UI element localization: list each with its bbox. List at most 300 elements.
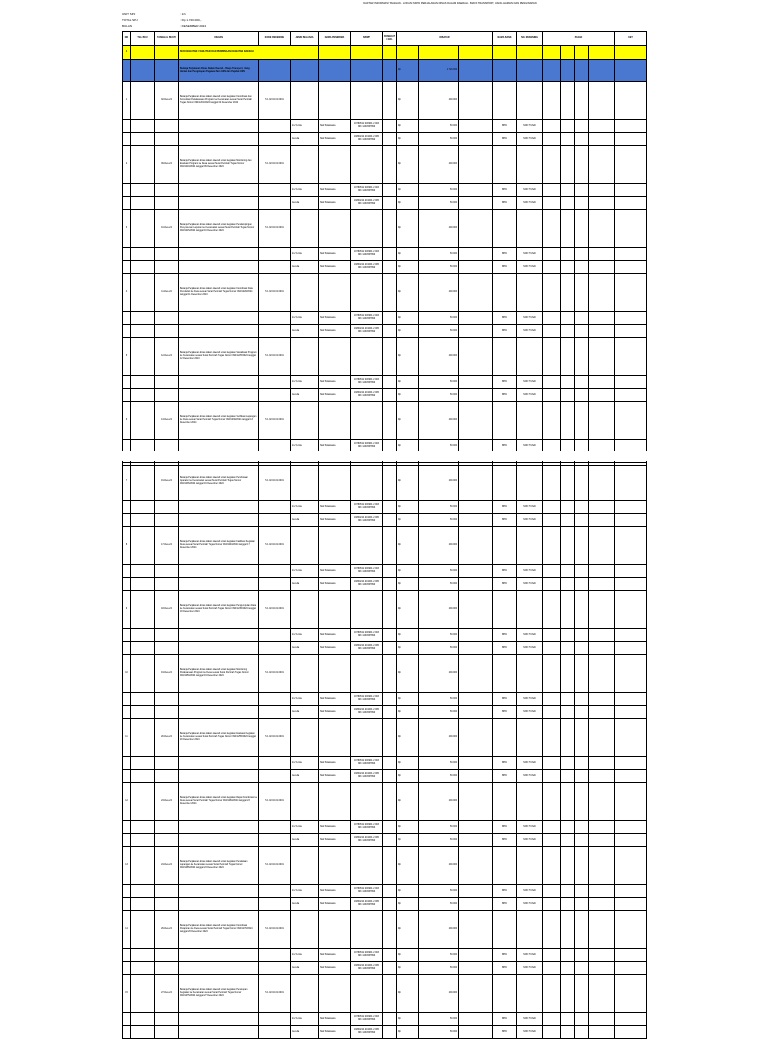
recipient-nip: 19830214 201001 2 005 NIK 1234567890 (351, 133, 383, 146)
recipient-position: Staf Pelaksana (319, 898, 351, 911)
recipient-bank: BPD (493, 325, 517, 338)
row-number: 3 (123, 210, 131, 248)
spj-main-row (123, 274, 647, 312)
recipient-name: Aurelia (291, 389, 319, 402)
recipient-bank: BPD (493, 706, 517, 719)
recipient-amount: 50.000 (419, 133, 459, 146)
recipient-bank: BPD (493, 962, 517, 975)
recipient-rp: Rp (397, 312, 419, 325)
row-amount: 200.000 (419, 527, 459, 565)
recipient-position: Staf Pelaksana (319, 706, 351, 719)
recipient-amount: 50.000 (419, 1013, 459, 1026)
row-account-code: 5.1.02.04.01.0001 (259, 402, 291, 440)
row-description: Belanja Perjalanan dinas dalam daerah untuk kegiatan Fasilitasi Kegiatan Desa sesuai Surat Perintah Tugas Nomor 094/1240/2024 tanggal 17 Desember 2024 (179, 527, 259, 565)
recipient-rp: Rp (397, 770, 419, 783)
recipient-bank: BPD (493, 949, 517, 962)
recipient-rp: Rp (397, 440, 419, 453)
spj-recipient-row (123, 885, 647, 898)
recipient-position: Staf Pelaksana (319, 821, 351, 834)
spj-main-row (123, 402, 647, 440)
recipient-name: Aurelia (291, 1026, 319, 1039)
row-description: Belanja Perjalanan dinas dalam daerah untuk kegiatan Koordinasi dan Konsultasi Pelaksanaan Program ke Kecamatan sesuai Surat Perintah Tugas Nomor 094/1201/2024 tanggal 02 Desember 2024 (179, 82, 259, 120)
recipient-amount: 50.000 (419, 693, 459, 706)
recipient-name: Ira Yunita (291, 440, 319, 453)
total-amount: 1.720.000 (419, 60, 459, 82)
row-amount: 200.000 (419, 338, 459, 376)
recipient-amount: 50.000 (419, 642, 459, 655)
header-jenis-belanja: JENIS BELANJA (291, 32, 319, 46)
row-rp: Rp (397, 338, 419, 376)
recipient-nip: 19780512 200901 2 003 NIK 1234567890 (351, 757, 383, 770)
recipient-nip: 19780512 200901 2 003 NIK 1234567890 (351, 440, 383, 453)
spj-recipient-row (123, 693, 647, 706)
recipient-rp: Rp (397, 898, 419, 911)
spj-recipient-row (123, 962, 647, 975)
spj-recipient-row (123, 197, 647, 210)
recipient-account: NON TUNAI (517, 821, 543, 834)
recipient-account: NON TUNAI (517, 120, 543, 133)
row-account-code: 5.1.02.04.01.0001 (259, 82, 291, 120)
header-kode-rek: KODE REKENING (259, 32, 291, 46)
recipient-rp: Rp (397, 642, 419, 655)
row-description: Belanja Perjalanan dinas dalam daerah untuk kegiatan Pendampingan Penyusunan Laporan ke Kecamatan sesuai Surat Perintah Tugas Nomor 094/1215/2024 tanggal 10 Desember 2024 (179, 210, 259, 248)
row-description: Belanja Perjalanan dinas dalam daerah untuk kegiatan Koordinasi Data Penduduk ke Desa sesuai Surat Perintah Tugas Nomor 094/1220/2024 tanggal 11 Desember 2024 (179, 274, 259, 312)
recipient-amount: 50.000 (419, 312, 459, 325)
recipient-name: Ira Yunita (291, 312, 319, 325)
recipient-position: Staf Pelaksana (319, 389, 351, 402)
recipient-account: NON TUNAI (517, 376, 543, 389)
recipient-position: Staf Pelaksana (319, 885, 351, 898)
row-description: Belanja Perjalanan dinas dalam daerah untuk kegiatan Verifikasi Lapangan ke Desa sesuai Surat Perintah Tugas Nomor 094/1230/2024 tanggal 13 Desember 2024 (179, 402, 259, 440)
recipient-account: NON TUNAI (517, 693, 543, 706)
recipient-name: Aurelia (291, 514, 319, 527)
recipient-name: Ira Yunita (291, 757, 319, 770)
meta-label: BULAN (122, 24, 133, 28)
row-date: 18-Des-24 (155, 591, 179, 629)
row-amount: 200.000 (419, 274, 459, 312)
row-account-code: 5.1.02.04.01.0001 (259, 463, 291, 501)
recipient-nip: 19780512 200901 2 003 NIK 1234567890 (351, 120, 383, 133)
recipient-name: Aurelia (291, 261, 319, 274)
row-account-code: 5.1.02.04.01.0001 (259, 210, 291, 248)
row-date: 10-Des-24 (155, 210, 179, 248)
recipient-rp: Rp (397, 197, 419, 210)
recipient-bank: BPD (493, 834, 517, 847)
recipient-name: Aurelia (291, 325, 319, 338)
spj-recipient-row (123, 133, 647, 146)
row-rp: Rp (397, 146, 419, 184)
spj-main-row (123, 719, 647, 757)
row-amount: 200.000 (419, 210, 459, 248)
recipient-amount: 50.000 (419, 261, 459, 274)
spj-recipient-row (123, 1026, 647, 1039)
recipient-position: Staf Pelaksana (319, 1013, 351, 1026)
header-npwp: NPWP (351, 32, 383, 46)
spj-main-row (123, 783, 647, 821)
recipient-account: NON TUNAI (517, 184, 543, 197)
row-account-code: 5.1.02.04.01.0001 (259, 591, 291, 629)
recipient-amount: 50.000 (419, 885, 459, 898)
row-account-code: 5.1.02.04.01.0001 (259, 274, 291, 312)
recipient-amount: 50.000 (419, 578, 459, 591)
recipient-amount: 50.000 (419, 757, 459, 770)
recipient-name: Ira Yunita (291, 120, 319, 133)
recipient-nip: 19830214 201001 2 005 NIK 1234567890 (351, 898, 383, 911)
spj-recipient-row (123, 642, 647, 655)
recipient-bank: BPD (493, 133, 517, 146)
recipient-bank: BPD (493, 757, 517, 770)
recipient-name: Ira Yunita (291, 376, 319, 389)
recipient-nip: 19830214 201001 2 005 NIK 1234567890 (351, 834, 383, 847)
recipient-position: Staf Pelaksana (319, 312, 351, 325)
header-nama: NAMA PENERIMA (319, 32, 351, 46)
recipient-account: NON TUNAI (517, 565, 543, 578)
spj-main-row (123, 82, 647, 120)
header-uraian: URAIAN (179, 32, 259, 46)
recipient-amount: 50.000 (419, 440, 459, 453)
recipient-name: Ira Yunita (291, 565, 319, 578)
meta-row (122, 12, 186, 16)
recipient-bank: BPD (493, 578, 517, 591)
row-number: 11 (123, 719, 131, 757)
recipient-nip: 19780512 200901 2 003 NIK 1234567890 (351, 501, 383, 514)
recipient-account: NON TUNAI (517, 962, 543, 975)
recipient-name: Aurelia (291, 133, 319, 146)
recipient-nip: 19780512 200901 2 003 NIK 1234567890 (351, 376, 383, 389)
recipient-rp: Rp (397, 962, 419, 975)
spj-recipient-row (123, 514, 647, 527)
row-number: 7 (123, 463, 131, 501)
spj-main-row (123, 911, 647, 949)
recipient-account: NON TUNAI (517, 440, 543, 453)
total-row (123, 60, 647, 82)
spj-main-row (123, 146, 647, 184)
row-date: 27-Des-24 (155, 975, 179, 1013)
recipient-bank: BPD (493, 120, 517, 133)
row-description: Belanja Perjalanan dinas dalam daerah untuk kegiatan Sosialisasi Program ke Kecamatan sesuai Surat Perintah Tugas Nomor 094/1225/2024 tanggal 12 Desember 2024 (179, 338, 259, 376)
recipient-amount: 50.000 (419, 898, 459, 911)
total-desc: Belanja Perjalanan Dinas Dalam Daerah - Biaya Transport, Uang Harian dan Penginapan Pegawai Non ASN dan Pejabat ASN (179, 60, 259, 82)
spj-main-row (123, 463, 647, 501)
row-amount: 200.000 (419, 402, 459, 440)
recipient-account: NON TUNAI (517, 501, 543, 514)
spj-recipient-row (123, 757, 647, 770)
header-no: NO (123, 32, 131, 46)
recipient-name: Aurelia (291, 770, 319, 783)
recipient-name: Ira Yunita (291, 629, 319, 642)
row-description: Belanja Perjalanan dinas dalam daerah untuk kegiatan Koordinasi Pelaporan ke Desa sesuai Surat Perintah Tugas Nomor 094/1270/2024 tanggal 26 Desember 2024 (179, 911, 259, 949)
recipient-account: NON TUNAI (517, 706, 543, 719)
meta-row (122, 24, 206, 28)
spj-main-row (123, 527, 647, 565)
row-rp: Rp (397, 463, 419, 501)
recipient-name: Ira Yunita (291, 1013, 319, 1026)
spj-main-row (123, 210, 647, 248)
recipient-amount: 50.000 (419, 949, 459, 962)
recipient-bank: BPD (493, 501, 517, 514)
recipient-bank: BPD (493, 248, 517, 261)
recipient-rp: Rp (397, 1026, 419, 1039)
recipient-bank: BPD (493, 197, 517, 210)
recipient-amount: 50.000 (419, 325, 459, 338)
row-date: 19-Des-24 (155, 655, 179, 693)
recipient-nip: 19780512 200901 2 003 NIK 1234567890 (351, 885, 383, 898)
recipient-bank: BPD (493, 565, 517, 578)
row-rp: Rp (397, 975, 419, 1013)
recipient-name: Ira Yunita (291, 248, 319, 261)
recipient-rp: Rp (397, 821, 419, 834)
recipient-rp: Rp (397, 501, 419, 514)
recipient-amount: 50.000 (419, 1026, 459, 1039)
recipient-nip: 19780512 200901 2 003 NIK 1234567890 (351, 693, 383, 706)
recipient-name: Ira Yunita (291, 184, 319, 197)
header-tgl-bukti: TANGGAL BUKTI (155, 32, 179, 46)
recipient-nip: 19780512 200901 2 003 NIK 1234567890 (351, 949, 383, 962)
spj-recipient-row (123, 770, 647, 783)
spj-recipient-row (123, 261, 647, 274)
row-amount: 200.000 (419, 146, 459, 184)
recipient-nip: 19830214 201001 2 005 NIK 1234567890 (351, 1026, 383, 1039)
row-date: 23-Des-24 (155, 783, 179, 821)
recipient-amount: 50.000 (419, 821, 459, 834)
header-no-rek: NO. REKENING (517, 32, 543, 46)
meta-value: : Rp 1.720.000,- (180, 18, 202, 22)
recipient-bank: BPD (493, 821, 517, 834)
recipient-amount: 50.000 (419, 389, 459, 402)
row-rp: Rp (397, 847, 419, 885)
recipient-rp: Rp (397, 949, 419, 962)
row-description: Belanja Perjalanan dinas dalam daerah untuk kegiatan Evaluasi Kegiatan ke Kecamatan sesuai Surat Perintah Tugas Nomor 094/1255/2024 tanggal 20 Desember 2024 (179, 719, 259, 757)
row-amount: 200.000 (419, 975, 459, 1013)
recipient-nip: 19830214 201001 2 005 NIK 1234567890 (351, 389, 383, 402)
recipient-nip: 19830214 201001 2 005 NIK 1234567890 (351, 325, 383, 338)
row-number: 15 (123, 975, 131, 1013)
recipient-bank: BPD (493, 629, 517, 642)
recipient-nip: 19780512 200901 2 003 NIK 1234567890 (351, 312, 383, 325)
row-number: 4 (123, 274, 131, 312)
spj-recipient-row (123, 578, 647, 591)
row-amount: 200.000 (419, 463, 459, 501)
row-amount: 200.000 (419, 82, 459, 120)
recipient-rp: Rp (397, 248, 419, 261)
recipient-nip: 19830214 201001 2 005 NIK 1234567890 (351, 962, 383, 975)
recipient-name: Aurelia (291, 197, 319, 210)
row-account-code: 5.1.02.04.01.0001 (259, 338, 291, 376)
recipient-amount: 50.000 (419, 706, 459, 719)
recipient-position: Staf Pelaksana (319, 197, 351, 210)
spj-recipient-row (123, 501, 647, 514)
recipient-bank: BPD (493, 642, 517, 655)
recipient-nip: 19780512 200901 2 003 NIK 1234567890 (351, 1013, 383, 1026)
row-date: 09-Des-24 (155, 146, 179, 184)
recipient-amount: 50.000 (419, 514, 459, 527)
header-dibayar: DIBAYAR (397, 32, 493, 46)
recipient-account: NON TUNAI (517, 325, 543, 338)
recipient-bank: BPD (493, 693, 517, 706)
recipient-amount: 50.000 (419, 197, 459, 210)
recipient-account: NON TUNAI (517, 1013, 543, 1026)
recipient-bank: BPD (493, 184, 517, 197)
recipient-rp: Rp (397, 693, 419, 706)
row-number: 10 (123, 655, 131, 693)
recipient-position: Staf Pelaksana (319, 376, 351, 389)
spj-recipient-row (123, 834, 647, 847)
row-account-code: 5.1.02.04.01.0001 (259, 975, 291, 1013)
recipient-name: Aurelia (291, 706, 319, 719)
recipient-position: Staf Pelaksana (319, 949, 351, 962)
meta-value: : 1/1 (180, 12, 186, 16)
recipient-name: Ira Yunita (291, 693, 319, 706)
recipient-nip: 19830214 201001 2 005 NIK 1234567890 (351, 197, 383, 210)
recipient-bank: BPD (493, 1013, 517, 1026)
spj-recipient-row (123, 120, 647, 133)
recipient-account: NON TUNAI (517, 642, 543, 655)
spj-recipient-row (123, 376, 647, 389)
recipient-name: Aurelia (291, 578, 319, 591)
spj-main-row (123, 655, 647, 693)
recipient-name: Ira Yunita (291, 821, 319, 834)
recipient-rp: Rp (397, 834, 419, 847)
document-title: DAFTAR INFORMASI TAGIHAN - LOKASI SKPD PERJALANAN DINAS DALAM DAERAH - BIAYA TRANSPORT, UANG HARIAN DAN PENGINAPAN (363, 2, 537, 5)
spj-recipient-row (123, 565, 647, 578)
row-amount: 200.000 (419, 655, 459, 693)
recipient-account: NON TUNAI (517, 312, 543, 325)
row-amount: 200.000 (419, 719, 459, 757)
subkegiatan-desc: SUB KEGIATAN: FASILITASI DAN PEMBINAAN KEGIATAN DAERAH (179, 46, 319, 60)
recipient-nip: 19830214 201001 2 005 NIK 1234567890 (351, 642, 383, 655)
spj-recipient-row (123, 821, 647, 834)
recipient-nip: 19830214 201001 2 005 NIK 1234567890 (351, 706, 383, 719)
spj-main-row (123, 975, 647, 1013)
row-date: 16-Des-24 (155, 463, 179, 501)
recipient-position: Staf Pelaksana (319, 325, 351, 338)
recipient-position: Staf Pelaksana (319, 565, 351, 578)
recipient-account: NON TUNAI (517, 770, 543, 783)
recipient-account: NON TUNAI (517, 949, 543, 962)
recipient-rp: Rp (397, 514, 419, 527)
recipient-account: NON TUNAI (517, 629, 543, 642)
row-rp: Rp (397, 655, 419, 693)
header-tgl-bku: TGL BKU (131, 32, 155, 46)
recipient-rp: Rp (397, 1013, 419, 1026)
recipient-position: Staf Pelaksana (319, 693, 351, 706)
recipient-rp: Rp (397, 376, 419, 389)
row-rp: Rp (397, 527, 419, 565)
row-date: 12-Des-24 (155, 338, 179, 376)
recipient-amount: 50.000 (419, 770, 459, 783)
recipient-position: Staf Pelaksana (319, 248, 351, 261)
recipient-account: NON TUNAI (517, 885, 543, 898)
meta-row (122, 18, 202, 22)
spj-table-page-1 (122, 31, 647, 466)
recipient-bank: BPD (493, 376, 517, 389)
recipient-name: Ira Yunita (291, 501, 319, 514)
recipient-rp: Rp (397, 325, 419, 338)
row-account-code: 5.1.02.04.01.0001 (259, 719, 291, 757)
recipient-rp: Rp (397, 629, 419, 642)
subkegiatan-row (123, 46, 647, 60)
recipient-nip: 19780512 200901 2 003 NIK 1234567890 (351, 184, 383, 197)
recipient-account: NON TUNAI (517, 389, 543, 402)
recipient-account: NON TUNAI (517, 261, 543, 274)
recipient-bank: BPD (493, 898, 517, 911)
recipient-nip: 19830214 201001 2 005 NIK 1234567890 (351, 514, 383, 527)
row-amount: 200.000 (419, 847, 459, 885)
row-description: Belanja Perjalanan dinas dalam daerah untuk kegiatan Pendataan Lapangan ke Kecamatan sesuai Surat Perintah Tugas Nomor 094/1265/2024 tanggal 24 Desember 2024 (179, 847, 259, 885)
spj-recipient-row (123, 248, 647, 261)
row-number: 1 (123, 82, 131, 120)
row-account-code: 5.1.02.04.01.0001 (259, 527, 291, 565)
recipient-amount: 50.000 (419, 120, 459, 133)
row-number: 12 (123, 783, 131, 821)
recipient-rp: Rp (397, 389, 419, 402)
recipient-rp: Rp (397, 120, 419, 133)
spj-recipient-row (123, 949, 647, 962)
meta-label: UNIT SPJ (122, 12, 136, 16)
recipient-amount: 50.000 (419, 962, 459, 975)
row-number: 13 (123, 847, 131, 885)
recipient-amount: 50.000 (419, 501, 459, 514)
recipient-rp: Rp (397, 261, 419, 274)
recipient-position: Staf Pelaksana (319, 642, 351, 655)
recipient-nip: 19780512 200901 2 003 NIK 1234567890 (351, 248, 383, 261)
recipient-rp: Rp (397, 757, 419, 770)
row-account-code: 5.1.02.04.01.0001 (259, 847, 291, 885)
row-number: 9 (123, 591, 131, 629)
spj-recipient-row (123, 629, 647, 642)
recipient-position: Staf Pelaksana (319, 834, 351, 847)
row-number: 2 (123, 146, 131, 184)
recipient-account: NON TUNAI (517, 133, 543, 146)
recipient-rp: Rp (397, 565, 419, 578)
row-account-code: 5.1.02.04.01.0001 (259, 655, 291, 693)
row-account-code: 5.1.02.04.01.0001 (259, 783, 291, 821)
row-date: 11-Des-24 (155, 274, 179, 312)
row-description: Belanja Perjalanan dinas dalam daerah untuk kegiatan Penutupan Kegiatan ke Kecamatan sesuai Surat Perintah Tugas Nomor 094/1275/2024 tanggal 27 Desember 2024 (179, 975, 259, 1013)
recipient-nip: 19780512 200901 2 003 NIK 1234567890 (351, 821, 383, 834)
total-rp: Rp (397, 60, 419, 82)
row-date: 20-Des-24 (155, 719, 179, 757)
recipient-position: Staf Pelaksana (319, 770, 351, 783)
recipient-name: Aurelia (291, 898, 319, 911)
recipient-nip: 19780512 200901 2 003 NIK 1234567890 (351, 565, 383, 578)
header-pangkat: PANGKAT / GOL (383, 32, 397, 46)
recipient-amount: 50.000 (419, 248, 459, 261)
recipient-account: NON TUNAI (517, 1026, 543, 1039)
recipient-position: Staf Pelaksana (319, 133, 351, 146)
recipient-amount: 50.000 (419, 834, 459, 847)
recipient-name: Aurelia (291, 834, 319, 847)
row-rp: Rp (397, 783, 419, 821)
recipient-nip: 19830214 201001 2 005 NIK 1234567890 (351, 261, 383, 274)
row-description: Belanja Perjalanan dinas dalam daerah untuk kegiatan Monitoring Pelaksanaan Program ke Desa sesuai Surat Perintah Tugas Nomor 094/1250/2024 tanggal 19 Desember 2024 (179, 655, 259, 693)
row-date: 02-Des-24 (155, 82, 179, 120)
row-amount: 200.000 (419, 783, 459, 821)
recipient-position: Staf Pelaksana (319, 629, 351, 642)
header-pajak: PAJAK (543, 32, 615, 46)
recipient-account: NON TUNAI (517, 898, 543, 911)
row-account-code: 5.1.02.04.01.0001 (259, 911, 291, 949)
recipient-bank: BPD (493, 261, 517, 274)
recipient-nip: 19830214 201001 2 005 NIK 1234567890 (351, 578, 383, 591)
recipient-rp: Rp (397, 885, 419, 898)
recipient-nip: 19780512 200901 2 003 NIK 1234567890 (351, 629, 383, 642)
spj-recipient-row (123, 389, 647, 402)
recipient-bank: BPD (493, 312, 517, 325)
recipient-rp: Rp (397, 133, 419, 146)
recipient-bank: BPD (493, 1026, 517, 1039)
recipient-name: Aurelia (291, 962, 319, 975)
